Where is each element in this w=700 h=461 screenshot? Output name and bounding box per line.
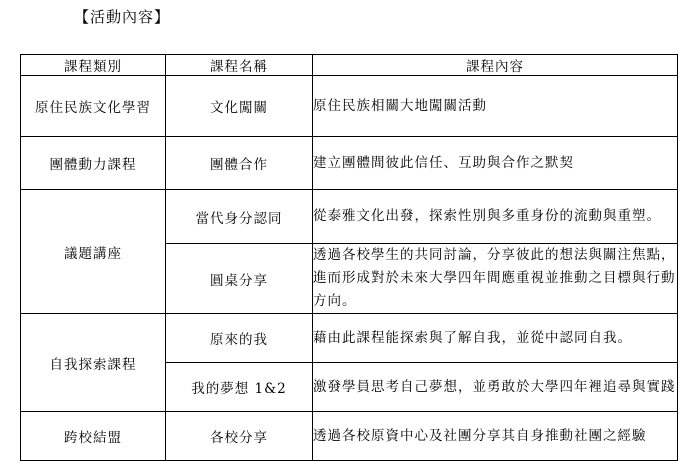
table-row	[21, 190, 678, 244]
category-cell: 跨校結盟	[21, 412, 166, 461]
category-cell: 議題講座	[21, 190, 166, 314]
course-content-cell: 建立團體間彼此信任、互助與合作之默契	[313, 137, 678, 190]
table-row	[21, 412, 678, 461]
course-content-cell: 透過各校學生的共同討論，分享彼此的想法與關注焦點，進而形成對於未來大學四年間應重視並推動之目標與行動方向。	[313, 244, 678, 314]
header-course-name: 課程名稱	[166, 55, 313, 76]
course-table	[20, 54, 678, 461]
category-cell: 原住民族文化學習	[21, 76, 166, 137]
course-content-cell: 藉由此課程能探索與了解自我，並從中認同自我。	[313, 314, 678, 363]
course-name-cell: 團體合作	[166, 137, 313, 190]
course-content-cell: 激發學員思考自己夢想，並勇敢於大學四年裡追尋與實踐	[313, 363, 678, 412]
table-row	[21, 76, 678, 137]
course-name-cell: 原來的我	[166, 314, 313, 363]
course-content-cell: 透過各校原資中心及社團分享其自身推動社團之經驗	[313, 412, 678, 461]
course-name-cell: 各校分享	[166, 412, 313, 461]
category-cell: 自我探索課程	[21, 314, 166, 412]
category-cell: 團體動力課程	[21, 137, 166, 190]
header-course-content: 課程內容	[313, 55, 678, 76]
course-content-cell: 從泰雅文化出發，探索性別與多重身份的流動與重塑。	[313, 190, 678, 244]
header-category: 課程類別	[21, 55, 166, 76]
table-row	[21, 314, 678, 363]
course-name-cell: 文化闖關	[166, 76, 313, 137]
section-heading: 【活動內容】	[74, 8, 171, 26]
table-row	[21, 137, 678, 190]
course-name-cell: 圓桌分享	[166, 244, 313, 314]
course-name-cell: 當代身分認同	[166, 190, 313, 244]
table-header-row	[21, 55, 678, 76]
course-content-cell: 原住民族相關大地闖關活動	[313, 76, 678, 137]
course-name-cell: 我的夢想 1&2	[166, 363, 313, 412]
